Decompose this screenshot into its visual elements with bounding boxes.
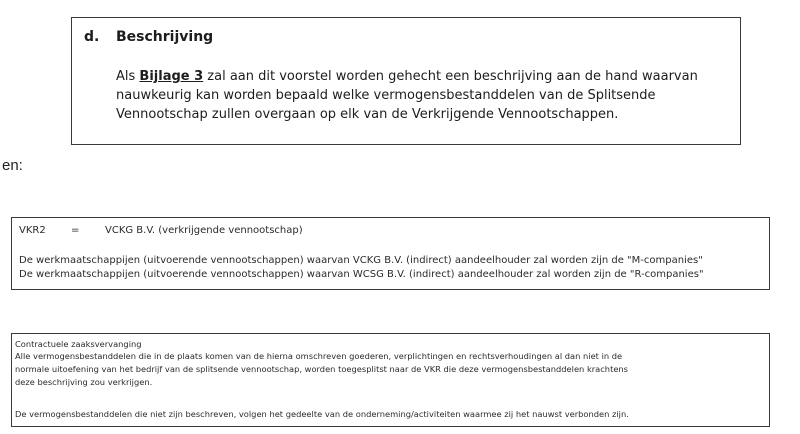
paragraph-line: Als Bijlage 3 zal aan dit voorstel worden gehecht een beschrijving aan de hand waarvan [116, 69, 698, 84]
contract-title: Contractuele zaaksvervanging [15, 339, 142, 349]
connector-text: en: [2, 157, 23, 174]
vkr-equals: = [71, 225, 80, 236]
contract-line: De vermogensbestanddelen die niet zijn beschreven, volgen het gedeelte van de onderneming/activiteiten waarmee zij het nauwst verbonden zijn. [15, 409, 629, 419]
contract-box [11, 333, 770, 427]
r-companies-line: De werkmaatschappijen (uitvoerende vennootschappen) waarvan WCSG B.V. (indirect) aandeelhouder zal worden zijn de "R-companies" [19, 269, 704, 280]
section-letter: d. [84, 29, 100, 45]
section-d-box [71, 17, 741, 145]
vkr-definition-box [11, 217, 770, 290]
paragraph-line: nauwkeurig kan worden bepaald welke vermogensbestanddelen van de Splitsende [116, 88, 656, 103]
contract-line: normale uitoefening van het bedrijf van de splitsende vennootschap, worden toegesplitst naar de VKR die deze vermogensbestanddelen krachtens [15, 364, 629, 374]
contract-line: Alle vermogensbestanddelen die in de plaats komen van de hierna omschreven goederen, verplichtingen en rechtsverhoudingen al dan niet in de [15, 351, 623, 361]
m-companies-line: De werkmaatschappijen (uitvoerende vennootschappen) waarvan VCKG B.V. (indirect) aandeelhouder zal worden zijn de "M-companies" [19, 255, 703, 266]
vkr-code: VKR2 [19, 225, 46, 236]
section-heading: Beschrijving [116, 29, 214, 45]
vkr-definition: VCKG B.V. (verkrijgende vennootschap) [105, 225, 303, 236]
paragraph-line: Vennootschap zullen overgaan op elk van de Verkrijgende Vennootschappen. [116, 107, 619, 122]
contract-line: deze beschrijving zou verkrijgen. [15, 377, 153, 387]
bijlage-reference: Bijlage 3 [139, 69, 204, 84]
section-paragraph [116, 67, 728, 124]
